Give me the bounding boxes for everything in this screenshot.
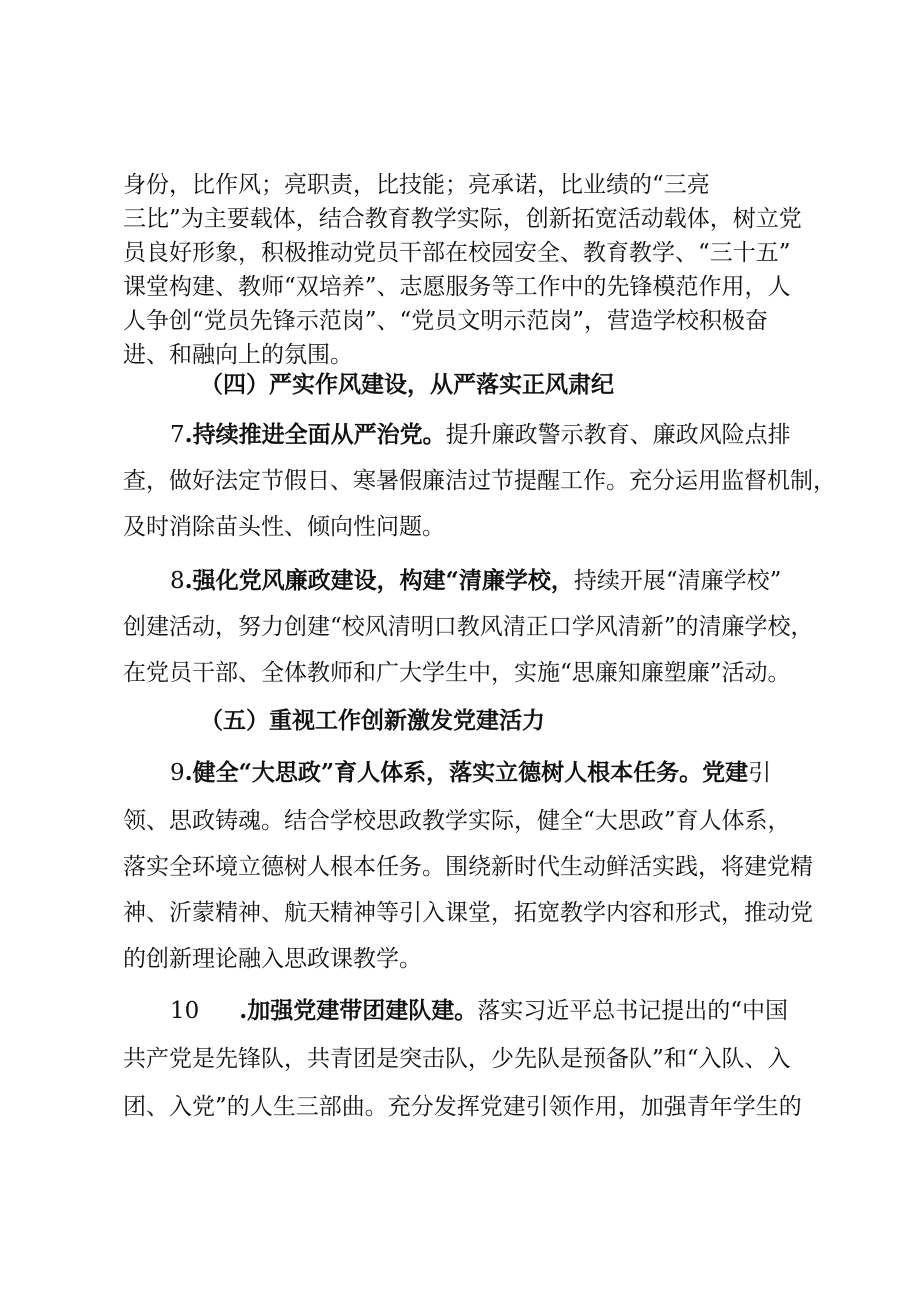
item-title: .持续推进全面从严治党。 (184, 421, 446, 448)
item-9-line: 领、思政铸魂。结合学校思政教学实际，健全“大思政”育人体系， (123, 808, 791, 834)
paragraph-line: 进、和融向上的氛围。 (123, 342, 353, 368)
paragraph-line: 员良好形象，积极推动党员干部在校园安全、教育教学、“三十五” (123, 240, 791, 266)
item-title-tail: 党建 (702, 759, 749, 786)
item-9-line (170, 758, 771, 788)
item-9-line: 落实全环境立德树人根本任务。围绕新时代生动鲜活实践，将建党精 (123, 854, 813, 880)
paragraph-line: 身份，比作风；亮职责，比技能；亮承诺，比业绩的“三亮 (123, 172, 710, 198)
item-title: .加强党建带团建队建。 (239, 997, 478, 1024)
item-text: 落实习近平总书记提出的“中国 (477, 998, 789, 1024)
section-heading-4: （四）严实作风建设，从严落实正风肃纪 (200, 371, 614, 398)
section-heading-5: （五）重视工作创新激发党建活力 (200, 707, 545, 734)
paragraph-line: 人争创“党员先锋示范岗”、“党员文明示范岗”，营造学校积极奋 (123, 308, 769, 334)
item-9-line: 的创新理论融入思政课教学。 (123, 946, 422, 972)
item-title: .健全“大思政”育人体系，落实立德树人根本任务。 (184, 759, 703, 786)
item-7-line (170, 420, 791, 450)
item-number: 9 (170, 760, 185, 786)
item-number: 7 (170, 422, 185, 448)
item-text: 持续开展“清廉学校” (573, 568, 782, 594)
paragraph-line: 三比”为主要载体，结合教育教学实际，创新拓宽活动载体，树立党 (123, 206, 802, 232)
item-8-line: 创建活动，努力创建“校风清明口教风清正口学风清新”的清廉学校， (123, 614, 814, 640)
item-10-line: 共产党是先锋队，共青团是突击队，少先队是预备队”和“入队、入 (123, 1046, 791, 1072)
item-7-line: 查，做好法定节假日、寒暑假廉洁过节提醒工作。充分运用监督机制， (123, 468, 836, 494)
item-number: 10 (170, 998, 200, 1024)
item-number: 8 (170, 568, 185, 594)
item-8-line (170, 566, 781, 596)
item-text: 提升廉政警示教育、廉政风险点排 (445, 422, 791, 448)
item-7-line: 及时消除苗头性、倾向性问题。 (123, 514, 445, 540)
item-title: .强化党风廉政建设，构建“清廉学校， (184, 567, 574, 594)
item-text: 引 (748, 760, 772, 786)
item-9-line: 神、沂蒙精神、航天精神等引入课堂，拓宽教学内容和形式，推动党 (123, 900, 813, 926)
item-10-line: 团、入党”的人生三部曲。充分发挥党建引领作用，加强青年学生的 (123, 1094, 802, 1120)
paragraph-line: 课堂构建、教师“双培养”、志愿服务等工作中的先锋模范作用，人 (123, 274, 791, 300)
item-10-line (170, 996, 788, 1026)
item-8-line: 在党员干部、全体教师和广大学生中，实施“思廉知廉塑廉”活动。 (123, 660, 791, 686)
